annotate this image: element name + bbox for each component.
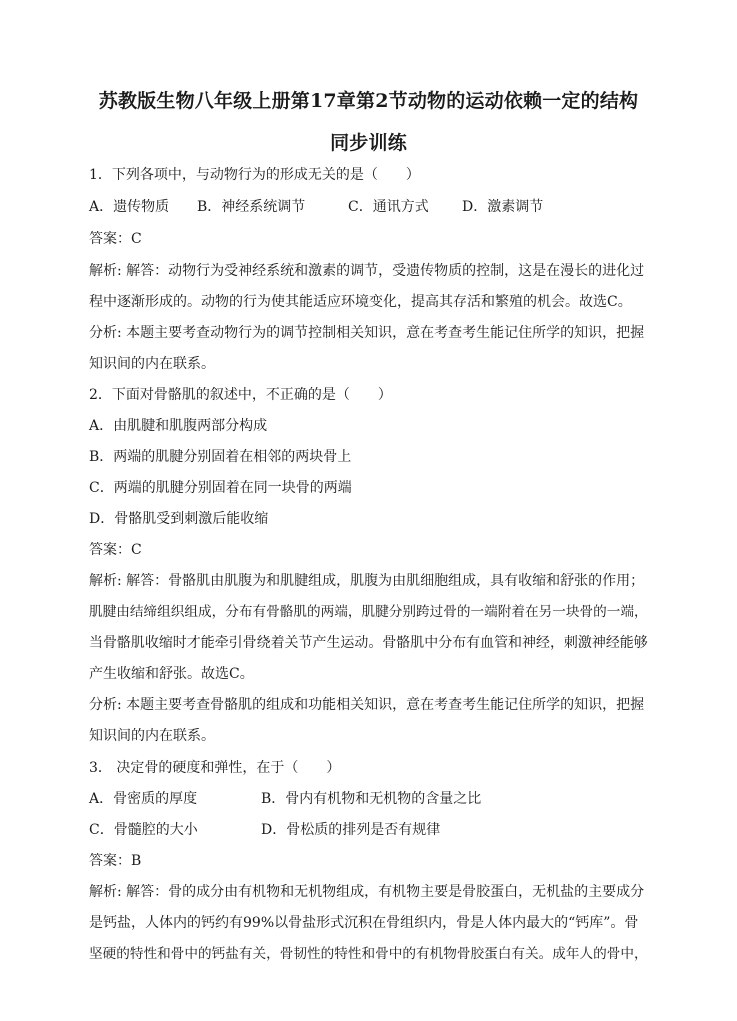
q2-summary-line-2: 知识间的内在联系。	[89, 728, 215, 744]
question-2-stem: 2．下面对骨骼肌的叙述中，不正确的是（ ）	[89, 387, 392, 403]
q3-option-b: B．骨内有机物和无机物的含量之比	[261, 791, 482, 807]
q2-option-d: D．骨骼肌受到刺激后能收缩	[89, 511, 269, 527]
q3-option-d: D．骨松质的排列是否有规律	[261, 822, 441, 838]
q3-option-c: C．骨髓腔的大小	[89, 822, 198, 838]
question-1-stem: 1．下列各项中，与动物行为的形成无关的是（ ）	[89, 167, 420, 183]
q2-analysis-line-2: 肌腱由结缔组织组成，分布有骨骼肌的两端，肌腱分别跨过骨的一端附着在另一块骨的一端，	[89, 604, 648, 620]
q2-summary-line-1: 分析: 本题主要考查骨骼肌的组成和功能相关知识，意在考查考生能记住所学的知识，把握	[89, 697, 645, 713]
q2-analysis-line-1: 解析: 解答：骨骼肌由肌腹为和肌腱组成，肌腹为由肌细胞组成，具有收缩和舒张的作用；	[89, 573, 645, 589]
q1-analysis-line-2: 程中逐渐形成的。动物的行为使其能适应环境变化，提高其存活和繁殖的机会。故选C。	[89, 294, 632, 310]
q1-summary-line-2: 知识间的内在联系。	[89, 356, 215, 372]
q2-answer: 答案：C	[89, 542, 142, 558]
question-3-stem: 3． 决定骨的硬度和弹性，在于（ ）	[89, 760, 341, 776]
q1-analysis-line-1: 解析: 解答：动物行为受神经系统和激素的调节，受遗传物质的控制，这是在漫长的进化过	[89, 263, 645, 279]
q2-analysis-line-4: 产生收缩和舒张。故选C。	[89, 666, 254, 682]
q1-option-a: A．遗传物质	[89, 199, 170, 215]
q3-analysis-line-3: 坚硬的特性和骨中的钙盐有关，骨韧性的特性和骨中的有机物骨胶蛋白有关。成年人的骨中，	[89, 946, 648, 962]
page-title-line-1: 苏教版生物八年级上册第17章第2节动物的运动依赖一定的结构	[98, 90, 639, 112]
q3-analysis-line-2: 是钙盐，人体内的钙约有99%以骨盐形式沉积在骨组织内，骨是人体内最大的“钙库”。骨	[89, 915, 639, 931]
q2-option-b: B．两端的肌腱分别固着在相邻的两块骨上	[89, 449, 352, 465]
q2-option-c: C．两端的肌腱分别固着在同一块骨的两端	[89, 480, 352, 496]
q3-option-a: A．骨密质的厚度	[89, 791, 198, 807]
q3-analysis-line-1: 解析: 解答：骨的成分由有机物和无机物组成，有机物主要是骨胶蛋白，无机盐的主要成分	[89, 884, 645, 900]
q2-analysis-line-3: 当骨骼肌收缩时才能牵引骨绕着关节产生运动。骨骼肌中分布有血管和神经，刺激神经能够	[89, 635, 648, 651]
q1-option-c: C．通讯方式	[348, 199, 429, 215]
q1-option-b: B．神经系统调节	[197, 199, 306, 215]
q3-answer: 答案：B	[89, 853, 142, 869]
q1-summary-line-1: 分析: 本题主要考查动物行为的调节控制相关知识，意在考查考生能记住所学的知识，把握	[89, 325, 645, 341]
q2-option-a: A．由肌腱和肌腹两部分构成	[89, 418, 268, 434]
q1-option-d: D．激素调节	[462, 199, 544, 215]
page-title-line-2: 同步训练	[330, 132, 407, 154]
q1-answer: 答案：C	[89, 231, 142, 247]
